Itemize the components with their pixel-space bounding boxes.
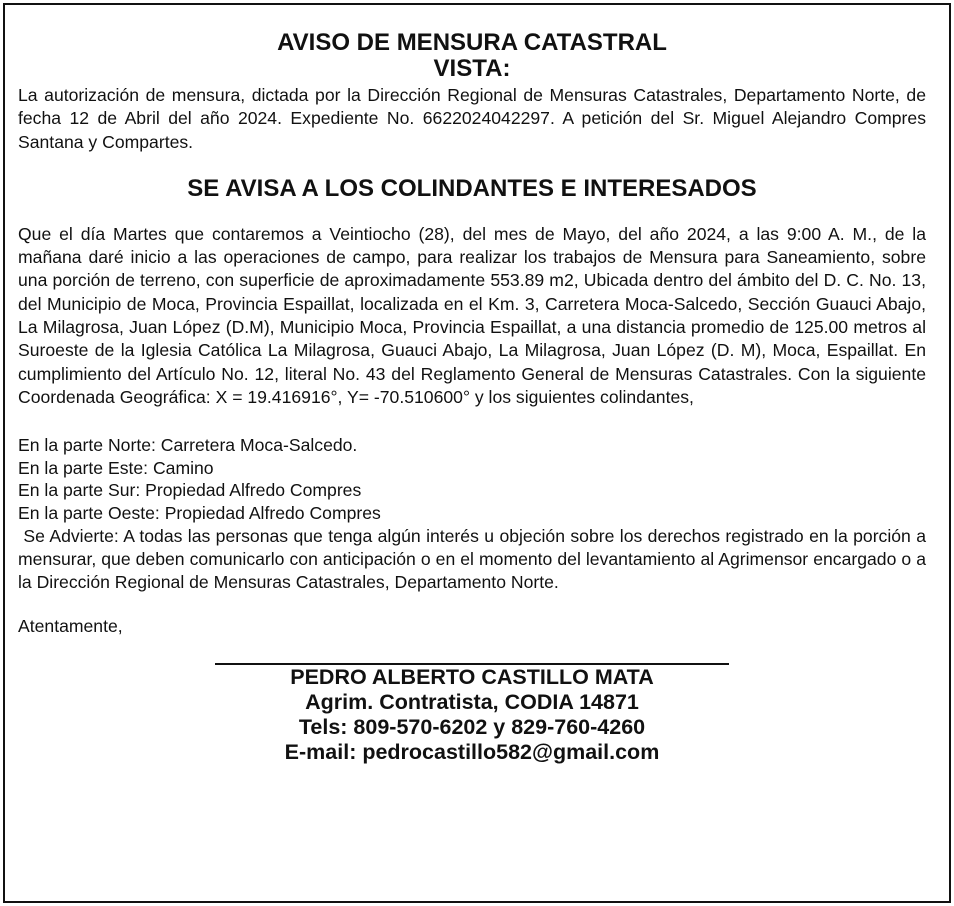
boundary-north: En la parte Norte: Carretera Moca-Salcedo. <box>18 435 358 456</box>
notice-title: AVISO DE MENSURA CATASTRAL <box>277 29 667 56</box>
boundaries-list <box>18 434 926 524</box>
notice-title-vista: VISTA: <box>433 55 511 82</box>
closing-text: Atentamente, <box>18 615 123 636</box>
warning-paragraph: Se Advierte: A todas las personas que tenga algún interés u objeción sobre los derechos registrado en la porción a mensurar, que deben comunicarlo con anticipación o en el momento del levantamiento al Agrimensor encargado o a la Dirección Regional de Mensuras Catastrales, Departamento Norte. <box>18 525 931 593</box>
signature-title: Agrim. Contratista, CODIA 14871 <box>305 689 639 714</box>
signature-name: PEDRO ALBERTO CASTILLO MATA <box>290 664 654 689</box>
boundary-south: En la parte Sur: Propiedad Alfredo Compres <box>18 480 362 501</box>
signature-block <box>215 663 729 766</box>
boundary-east: En la parte Este: Camino <box>18 457 214 478</box>
notice-subtitle: SE AVISA A LOS COLINDANTES E INTERESADOS <box>187 174 757 202</box>
signature-phones: Tels: 809-570-6202 y 829-760-4260 <box>298 714 646 739</box>
notice-content <box>18 29 931 765</box>
signature-email: E-mail: pedrocastillo582@gmail.com <box>284 740 660 765</box>
intro-paragraph: La autorización de mensura, dictada por la Dirección Regional de Mensuras Catastrales, Departamento Norte, de fecha 12 de Abril del año 2024. Expediente No. 6622024042297. A petición del Sr. Miguel Alejandro Compres Santana y Compartes. <box>18 85 926 152</box>
body-paragraph: Que el día Martes que contaremos a Veintiocho (28), del mes de Mayo, del año 2024, a las 9:00 A. M., de la mañana daré inicio a las operaciones de campo, para realizar los trabajos de Mensura para Saneamiento, sobre una porción de terreno, con superficie de aproximadamente 553.89 m2, Ubicada dentro del ámbito del D. C. No. 13, del Municipio de Moca, Provincia Espaillat, localizada en el Km. 3, Carretera Moca-Salcedo, Sección Guauci Abajo, La Milagrosa, Juan López (D.M), Municipio Moca, Provincia Espaillat, a una distancia promedio de 125.00 metros al Suroeste de la Iglesia Católica La Milagrosa, Guauci Abajo, La Milagrosa, Juan López (D. M), Moca, Espaillat. En cumplimiento del Artículo No. 12, literal No. 43 del Reglamento General de Mensuras Catastrales. Con la siguiente Coordenada Geográfica: X = 19.416916°, Y= -70.510600° y los siguientes colindantes, <box>18 223 926 407</box>
boundary-west: En la parte Oeste: Propiedad Alfredo Compres <box>18 503 381 524</box>
